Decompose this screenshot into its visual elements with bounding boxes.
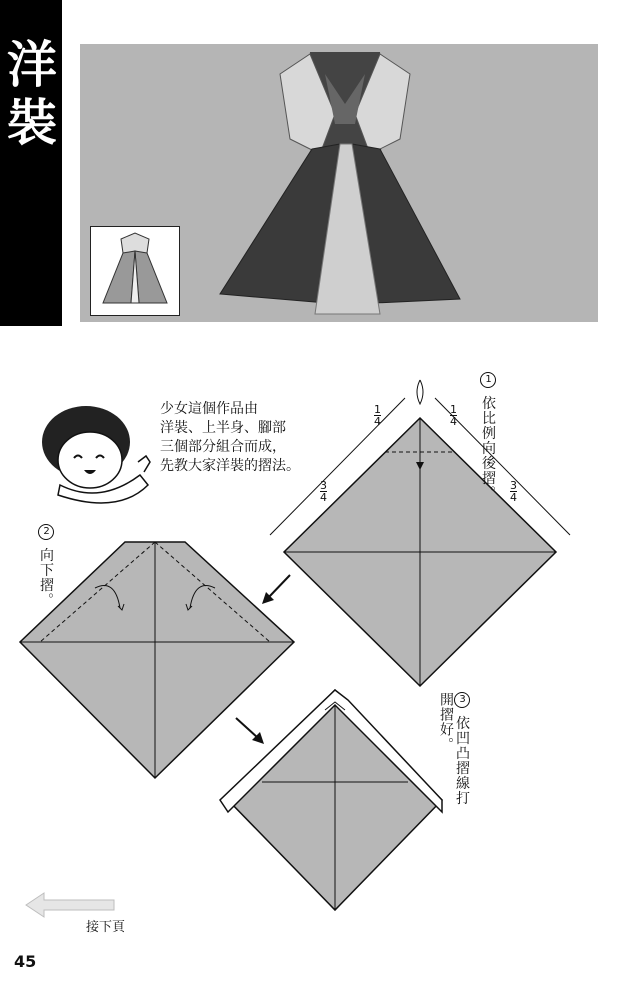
fraction-numerator: 3 — [320, 479, 327, 492]
step1-text: 依比例向後摺。 — [480, 395, 496, 501]
step3-number: 3 — [454, 692, 470, 708]
step3-text: 依凹凸摺線打開摺好。 — [438, 692, 470, 806]
fraction-denominator: 4 — [374, 415, 381, 428]
page-title: 洋裝 — [7, 36, 57, 152]
intro-line: 少女這個作品由 — [160, 401, 258, 417]
step2-text: 向下摺。 — [38, 547, 54, 608]
next-page-label: 接下頁 — [86, 920, 126, 935]
fraction-numerator: 3 — [510, 479, 517, 492]
intro-line: 先教大家洋裝的摺法。 — [160, 458, 300, 474]
intro-line: 洋裝、上半身、腳部 — [160, 420, 286, 436]
step1-number: 1 — [480, 372, 496, 388]
fraction-denominator: 4 — [320, 491, 327, 504]
fraction-denominator: 4 — [450, 415, 457, 428]
fraction-numerator: 1 — [450, 403, 457, 416]
fraction-numerator: 1 — [374, 403, 381, 416]
fraction-denominator: 4 — [510, 491, 517, 504]
page-number: 45 — [14, 952, 37, 971]
intro-line: 三個部分組合而成， — [160, 439, 286, 455]
step2-number: 2 — [38, 524, 54, 540]
